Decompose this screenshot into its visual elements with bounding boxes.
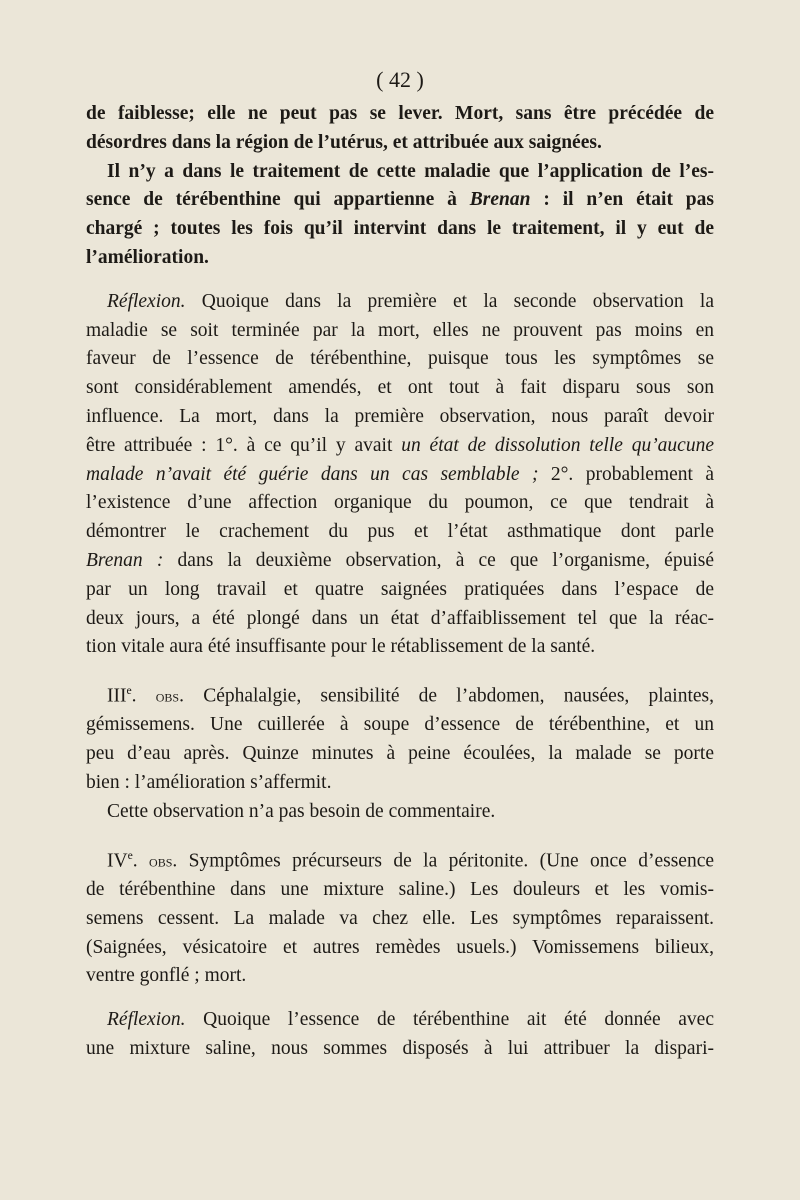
text-run: l’amélioration.: [86, 246, 209, 268]
text-line: [86, 129, 714, 158]
text-run: sence de térébenthine qui appartienne à: [86, 189, 470, 211]
text-run: Réflexion.: [107, 1009, 186, 1031]
text-line: [86, 461, 714, 490]
text-run: . Symptômes précurseurs de la péritonite. (Une once d’essence: [172, 850, 714, 872]
text-line: [86, 547, 714, 576]
text-run: l’existence d’une affection organique du poumon, ce que tendrait à: [86, 492, 714, 514]
text-run: de faiblesse; elle ne peut pas se lever. Mort, sans être précédée de: [86, 103, 714, 124]
text-run: maladie se soit terminée par la mort, elles ne prouvent pas moins en: [86, 319, 714, 341]
paragraph: [86, 1006, 714, 1064]
paragraph: [86, 158, 714, 273]
text-run: bien : l’amélioration s’affermit.: [86, 772, 332, 794]
text-run: tion vitale aura été insuffisante pour le rétablissement de la santé.: [86, 636, 596, 658]
text-run: une mixture saline, nous sommes disposés à lui attribuer la dispari-: [86, 1037, 714, 1059]
paragraph: [86, 798, 714, 827]
text-run: faveur de l’essence de térébenthine, puisque tous les symptômes se: [86, 348, 714, 370]
text-run: Cette observation n’a pas besoin de commentaire.: [107, 800, 496, 822]
text-line: [86, 711, 714, 740]
paragraph: [86, 100, 714, 158]
text-run: obs: [155, 686, 180, 706]
paragraph: [86, 288, 714, 662]
text-run: . Céphalalgie, sensibilité de l’abdomen, nausées, plaintes,: [179, 685, 715, 707]
text-line: [86, 934, 714, 963]
text-run: gémissemens. Une cuillerée à soupe d’essence de térébenthine, et un: [86, 714, 714, 736]
text-run: Il n’y a dans le traitement de cette maladie que l’application de l’es-: [107, 160, 714, 182]
text-line: [86, 518, 714, 547]
text-line: [86, 905, 714, 934]
text-line: [86, 158, 714, 187]
text-run: démontrer le crachement du pus et l’état asthmatique dont parle: [86, 521, 714, 543]
text-run: être attribuée : 1°. à ce qu’il y avait: [86, 434, 402, 456]
text-run: désordres dans la région de l’utérus, et attribuée aux saignées.: [86, 131, 602, 153]
text-line: [86, 633, 714, 662]
text-run: IV: [107, 850, 128, 872]
text-line: [86, 374, 714, 403]
text-run: : il n’en était pas: [530, 189, 714, 211]
text-line: [86, 605, 714, 634]
text-line: [86, 769, 714, 798]
text-line: [86, 215, 714, 244]
text-line: [86, 740, 714, 769]
text-line: [86, 677, 714, 711]
text-line: [86, 876, 714, 905]
page-number: ( 42 ): [376, 67, 424, 92]
text-body: [86, 100, 714, 1064]
text-run: obs: [149, 851, 173, 871]
text-run: de térébenthine dans une mixture saline.) Les douleurs et les vomis-: [86, 878, 714, 900]
text-line: [86, 798, 714, 827]
text-run: .: [132, 850, 150, 872]
text-run: Brenan :: [86, 549, 164, 571]
text-run: (Saignées, vésicatoire et autres remèdes usuels.) Vomissemens bilieux,: [86, 936, 714, 958]
text-line: [86, 403, 714, 432]
text-run: Quoique dans la première et la seconde observation la: [185, 290, 714, 312]
text-run: 2°. probablement à: [538, 463, 715, 485]
text-run: e: [127, 848, 133, 862]
text-run: par un long travail et quatre saignées pratiquées dans l’espace de: [86, 578, 714, 600]
text-run: Quoique l’essence de térébenthine ait été donnée avec: [185, 1009, 714, 1031]
text-run: Réflexion.: [107, 290, 186, 312]
paragraph: [86, 677, 714, 798]
text-line: [86, 317, 714, 346]
text-line: [86, 186, 714, 215]
text-line: [86, 962, 714, 991]
text-line: [86, 244, 714, 273]
paragraph: [86, 842, 714, 991]
text-line: [86, 432, 714, 461]
text-line: [86, 100, 714, 129]
text-run: sont considérablement amendés, et ont tout à fait disparu sous son: [86, 377, 714, 399]
text-run: un état de dissolution telle qu’aucune: [401, 434, 714, 456]
text-run: III: [107, 685, 127, 707]
text-line: [86, 345, 714, 374]
text-line: [86, 1006, 714, 1035]
text-run: chargé ; toutes les fois qu’il intervint dans le traitement, il y eut de: [86, 218, 714, 240]
text-line: [86, 1035, 714, 1064]
text-line: [86, 288, 714, 317]
text-run: influence. La mort, dans la première observation, nous paraît devoir: [86, 405, 714, 427]
text-run: e: [126, 684, 132, 698]
text-line: [86, 576, 714, 605]
text-line: [86, 842, 714, 876]
text-run: semens cessent. La malade va chez elle. Les symptômes reparaissent.: [86, 907, 714, 929]
text-run: .: [131, 685, 156, 707]
text-run: Brenan: [469, 189, 531, 211]
text-line: [86, 489, 714, 518]
text-run: malade n’avait été guérie dans un cas semblable ;: [86, 463, 539, 485]
text-run: ventre gonflé ; mort.: [86, 965, 247, 987]
text-run: dans la deuxième observation, à ce que l’organisme, épuisé: [163, 549, 714, 571]
text-run: peu d’eau après. Quinze minutes à peine écoulées, la malade se porte: [86, 743, 714, 765]
text-run: deux jours, a été plongé dans un état d’affaiblissement tel que la réac-: [86, 607, 714, 629]
